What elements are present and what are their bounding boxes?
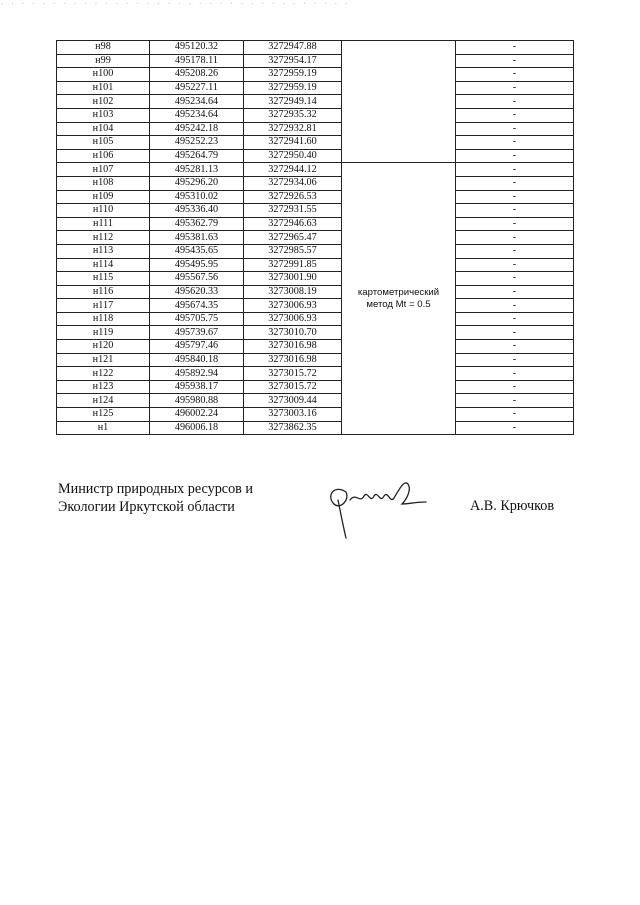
note-cell: - bbox=[456, 163, 574, 177]
scan-header-strip: · · · · · · · · · · · · · · · · · · · · · · · · · · · · · · · · · · bbox=[0, 0, 350, 8]
x-coordinate-cell: 495234.64 bbox=[150, 108, 244, 122]
y-coordinate-cell: 3272965.47 bbox=[244, 231, 342, 245]
x-coordinate-cell: 495336.40 bbox=[150, 204, 244, 218]
point-cell: н124 bbox=[57, 394, 150, 408]
note-cell: - bbox=[456, 299, 574, 313]
point-cell: н122 bbox=[57, 367, 150, 381]
point-cell: н115 bbox=[57, 272, 150, 286]
x-coordinate-cell: 496006.18 bbox=[150, 421, 244, 435]
x-coordinate-cell: 495797.46 bbox=[150, 340, 244, 354]
note-cell: - bbox=[456, 176, 574, 190]
table-row bbox=[57, 258, 574, 272]
y-coordinate-cell: 3272991.85 bbox=[244, 258, 342, 272]
y-coordinate-cell: 3272985.57 bbox=[244, 244, 342, 258]
table-row bbox=[57, 81, 574, 95]
point-cell: н102 bbox=[57, 95, 150, 109]
position-line-1: Министр природных ресурсов и bbox=[58, 481, 254, 497]
note-cell: - bbox=[456, 204, 574, 218]
note-cell: - bbox=[456, 231, 574, 245]
note-cell: - bbox=[456, 54, 574, 68]
point-cell: н113 bbox=[57, 244, 150, 258]
table-row bbox=[57, 353, 574, 367]
x-coordinate-cell: 495620.33 bbox=[150, 285, 244, 299]
x-coordinate-cell: 495435.65 bbox=[150, 244, 244, 258]
note-cell: - bbox=[456, 149, 574, 163]
x-coordinate-cell: 495234.64 bbox=[150, 95, 244, 109]
point-cell: н98 bbox=[57, 41, 150, 55]
x-coordinate-cell: 495840.18 bbox=[150, 353, 244, 367]
handwritten-signature bbox=[316, 470, 436, 540]
note-cell: - bbox=[456, 312, 574, 326]
table-row bbox=[57, 68, 574, 82]
y-coordinate-cell: 3272947.88 bbox=[244, 41, 342, 55]
table-row bbox=[57, 340, 574, 354]
point-cell: н105 bbox=[57, 136, 150, 150]
note-cell: - bbox=[456, 81, 574, 95]
note-cell: - bbox=[456, 95, 574, 109]
table-row bbox=[57, 408, 574, 422]
y-coordinate-cell: 3273862.35 bbox=[244, 421, 342, 435]
y-coordinate-cell: 3272959.19 bbox=[244, 68, 342, 82]
x-coordinate-cell: 495892.94 bbox=[150, 367, 244, 381]
table-row bbox=[57, 163, 574, 177]
y-coordinate-cell: 3272941.60 bbox=[244, 136, 342, 150]
y-coordinate-cell: 3272949.14 bbox=[244, 95, 342, 109]
position-line-2: Экологии Иркутской области bbox=[58, 499, 235, 515]
x-coordinate-cell: 495567.56 bbox=[150, 272, 244, 286]
point-cell: н99 bbox=[57, 54, 150, 68]
point-cell: н100 bbox=[57, 68, 150, 82]
y-coordinate-cell: 3272935.32 bbox=[244, 108, 342, 122]
y-coordinate-cell: 3273015.72 bbox=[244, 367, 342, 381]
table-row bbox=[57, 244, 574, 258]
x-coordinate-cell: 495938.17 bbox=[150, 380, 244, 394]
note-cell: - bbox=[456, 122, 574, 136]
x-coordinate-cell: 495362.79 bbox=[150, 217, 244, 231]
x-coordinate-cell: 495739.67 bbox=[150, 326, 244, 340]
x-coordinate-cell: 495227.11 bbox=[150, 81, 244, 95]
y-coordinate-cell: 3272954.17 bbox=[244, 54, 342, 68]
note-cell: - bbox=[456, 68, 574, 82]
y-coordinate-cell: 3272932.81 bbox=[244, 122, 342, 136]
method-cell bbox=[342, 163, 456, 435]
method-line-1: картометрический bbox=[357, 286, 440, 298]
note-cell: - bbox=[456, 353, 574, 367]
note-cell: - bbox=[456, 244, 574, 258]
x-coordinate-cell: 495208.26 bbox=[150, 68, 244, 82]
y-coordinate-cell: 3273010.70 bbox=[244, 326, 342, 340]
table-row bbox=[57, 149, 574, 163]
x-coordinate-cell: 495705.75 bbox=[150, 312, 244, 326]
y-coordinate-cell: 3273016.98 bbox=[244, 340, 342, 354]
point-cell: н110 bbox=[57, 204, 150, 218]
table-row bbox=[57, 41, 574, 55]
table-row bbox=[57, 217, 574, 231]
x-coordinate-cell: 495264.79 bbox=[150, 149, 244, 163]
y-coordinate-cell: 3273008.19 bbox=[244, 285, 342, 299]
note-cell: - bbox=[456, 367, 574, 381]
point-cell: н108 bbox=[57, 176, 150, 190]
table-row bbox=[57, 285, 574, 299]
signatory-position bbox=[58, 480, 253, 516]
y-coordinate-cell: 3273006.93 bbox=[244, 312, 342, 326]
table-row bbox=[57, 95, 574, 109]
note-cell: - bbox=[456, 272, 574, 286]
table-row bbox=[57, 326, 574, 340]
note-cell: - bbox=[456, 340, 574, 354]
table-row bbox=[57, 299, 574, 313]
x-coordinate-cell: 495495.95 bbox=[150, 258, 244, 272]
note-cell: - bbox=[456, 108, 574, 122]
point-cell: н119 bbox=[57, 326, 150, 340]
point-cell: н106 bbox=[57, 149, 150, 163]
point-cell: н111 bbox=[57, 217, 150, 231]
point-cell: н103 bbox=[57, 108, 150, 122]
point-cell: н118 bbox=[57, 312, 150, 326]
x-coordinate-cell: 495281.13 bbox=[150, 163, 244, 177]
note-cell: - bbox=[456, 136, 574, 150]
table-row bbox=[57, 312, 574, 326]
point-cell: н114 bbox=[57, 258, 150, 272]
point-cell: н123 bbox=[57, 380, 150, 394]
note-cell: - bbox=[456, 285, 574, 299]
y-coordinate-cell: 3272931.55 bbox=[244, 204, 342, 218]
x-coordinate-cell: 496002.24 bbox=[150, 408, 244, 422]
note-cell: - bbox=[456, 258, 574, 272]
y-coordinate-cell: 3273003.16 bbox=[244, 408, 342, 422]
table-row bbox=[57, 204, 574, 218]
x-coordinate-cell: 495178.11 bbox=[150, 54, 244, 68]
y-coordinate-cell: 3273001.90 bbox=[244, 272, 342, 286]
point-cell: н104 bbox=[57, 122, 150, 136]
table-row bbox=[57, 421, 574, 435]
table-row bbox=[57, 380, 574, 394]
x-coordinate-cell: 495980.88 bbox=[150, 394, 244, 408]
y-coordinate-cell: 3272959.19 bbox=[244, 81, 342, 95]
y-coordinate-cell: 3272926.53 bbox=[244, 190, 342, 204]
note-cell: - bbox=[456, 408, 574, 422]
x-coordinate-cell: 495296.20 bbox=[150, 176, 244, 190]
y-coordinate-cell: 3272950.40 bbox=[244, 149, 342, 163]
x-coordinate-cell: 495310.02 bbox=[150, 190, 244, 204]
note-cell: - bbox=[456, 217, 574, 231]
y-coordinate-cell: 3273016.98 bbox=[244, 353, 342, 367]
table-row bbox=[57, 367, 574, 381]
point-cell: н109 bbox=[57, 190, 150, 204]
point-cell: н125 bbox=[57, 408, 150, 422]
x-coordinate-cell: 495674.35 bbox=[150, 299, 244, 313]
table-row bbox=[57, 108, 574, 122]
point-cell: н107 bbox=[57, 163, 150, 177]
x-coordinate-cell: 495252.23 bbox=[150, 136, 244, 150]
table-row bbox=[57, 394, 574, 408]
y-coordinate-cell: 3273009.44 bbox=[244, 394, 342, 408]
y-coordinate-cell: 3272934.06 bbox=[244, 176, 342, 190]
x-coordinate-cell: 495381.63 bbox=[150, 231, 244, 245]
y-coordinate-cell: 3273015.72 bbox=[244, 380, 342, 394]
point-cell: н121 bbox=[57, 353, 150, 367]
x-coordinate-cell: 495120.32 bbox=[150, 41, 244, 55]
table-row bbox=[57, 272, 574, 286]
point-cell: н1 bbox=[57, 421, 150, 435]
table-row bbox=[57, 176, 574, 190]
y-coordinate-cell: 3272944.12 bbox=[244, 163, 342, 177]
table-row bbox=[57, 231, 574, 245]
point-cell: н101 bbox=[57, 81, 150, 95]
method-line-2: метод Mt = 0.5 bbox=[366, 298, 431, 310]
method-cell-blank bbox=[342, 41, 456, 163]
y-coordinate-cell: 3272946.63 bbox=[244, 217, 342, 231]
note-cell: - bbox=[456, 190, 574, 204]
point-cell: н116 bbox=[57, 285, 150, 299]
point-cell: н112 bbox=[57, 231, 150, 245]
note-cell: - bbox=[456, 421, 574, 435]
table-row bbox=[57, 136, 574, 150]
note-cell: - bbox=[456, 394, 574, 408]
point-cell: н120 bbox=[57, 340, 150, 354]
signatory-name: А.В. Крючков bbox=[470, 498, 555, 514]
note-cell: - bbox=[456, 326, 574, 340]
table-row bbox=[57, 122, 574, 136]
note-cell: - bbox=[456, 41, 574, 55]
point-cell: н117 bbox=[57, 299, 150, 313]
x-coordinate-cell: 495242.18 bbox=[150, 122, 244, 136]
coordinates-table bbox=[56, 40, 574, 435]
note-cell: - bbox=[456, 380, 574, 394]
y-coordinate-cell: 3273006.93 bbox=[244, 299, 342, 313]
table-row bbox=[57, 190, 574, 204]
table-row bbox=[57, 54, 574, 68]
